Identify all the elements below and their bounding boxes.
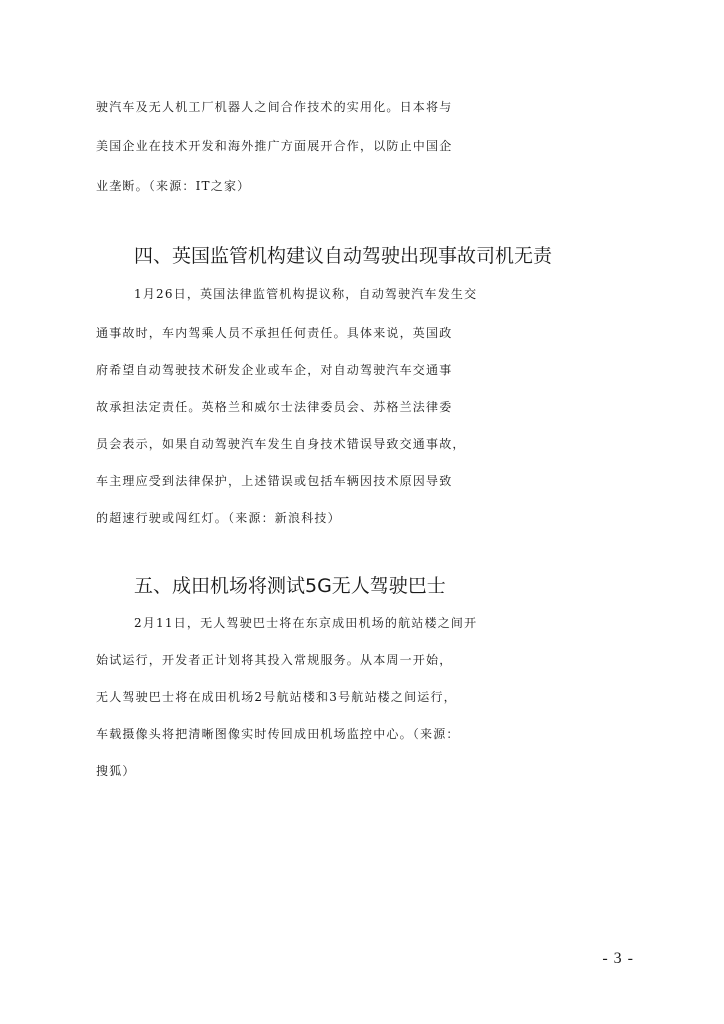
paragraph-line: 美国企业在技术开发和海外推广方面展开合作，以防止中国企 (96, 139, 453, 153)
page-number: - 3 - (602, 950, 634, 967)
paragraph-line: 车载摄像头将把清晰图像实时传回成田机场监控中心。（来源： (96, 727, 460, 741)
paragraph-line: 业垄断。（来源：IT之家） (96, 179, 251, 193)
paragraph-line: 通事故时，车内驾乘人员不承担任何责任。具体来说，英国政 (96, 326, 453, 340)
paragraph-line: 无人驾驶巴士将在成田机场2号航站楼和3号航站楼之间运行， (96, 690, 457, 704)
section-heading: 五、成田机场将测试5G无人驾驶巴士 (134, 575, 446, 597)
paragraph-line: 员会表示，如果自动驾驶汽车发生自身技术错误导致交通事故， (96, 437, 466, 451)
paragraph-line: 1月26日，英国法律监管机构提议称，自动驾驶汽车发生交 (134, 287, 478, 301)
paragraph-line: 搜狐） (96, 764, 136, 778)
paragraph-line: 驶汽车及无人机工厂机器人之间合作技术的实用化。日本将与 (96, 100, 453, 114)
paragraph-line: 车主理应受到法律保护，上述错误或包括车辆因技术原因导致 (96, 474, 453, 488)
paragraph-line: 2月11日，无人驾驶巴士将在东京成田机场的航站楼之间开 (134, 616, 478, 630)
section-heading: 四、英国监管机构建议自动驾驶出现事故司机无责 (134, 245, 553, 267)
paragraph-line: 故承担法定责任。英格兰和威尔士法律委员会、苏格兰法律委 (96, 400, 453, 414)
paragraph-line: 始试运行，开发者正计划将其投入常规服务。从本周一开始， (96, 653, 453, 667)
paragraph-line: 的超速行驶或闯红灯。（来源：新浪科技） (96, 511, 341, 525)
paragraph-line: 府希望自动驾驶技术研发企业或车企，对自动驾驶汽车交通事 (96, 363, 453, 377)
